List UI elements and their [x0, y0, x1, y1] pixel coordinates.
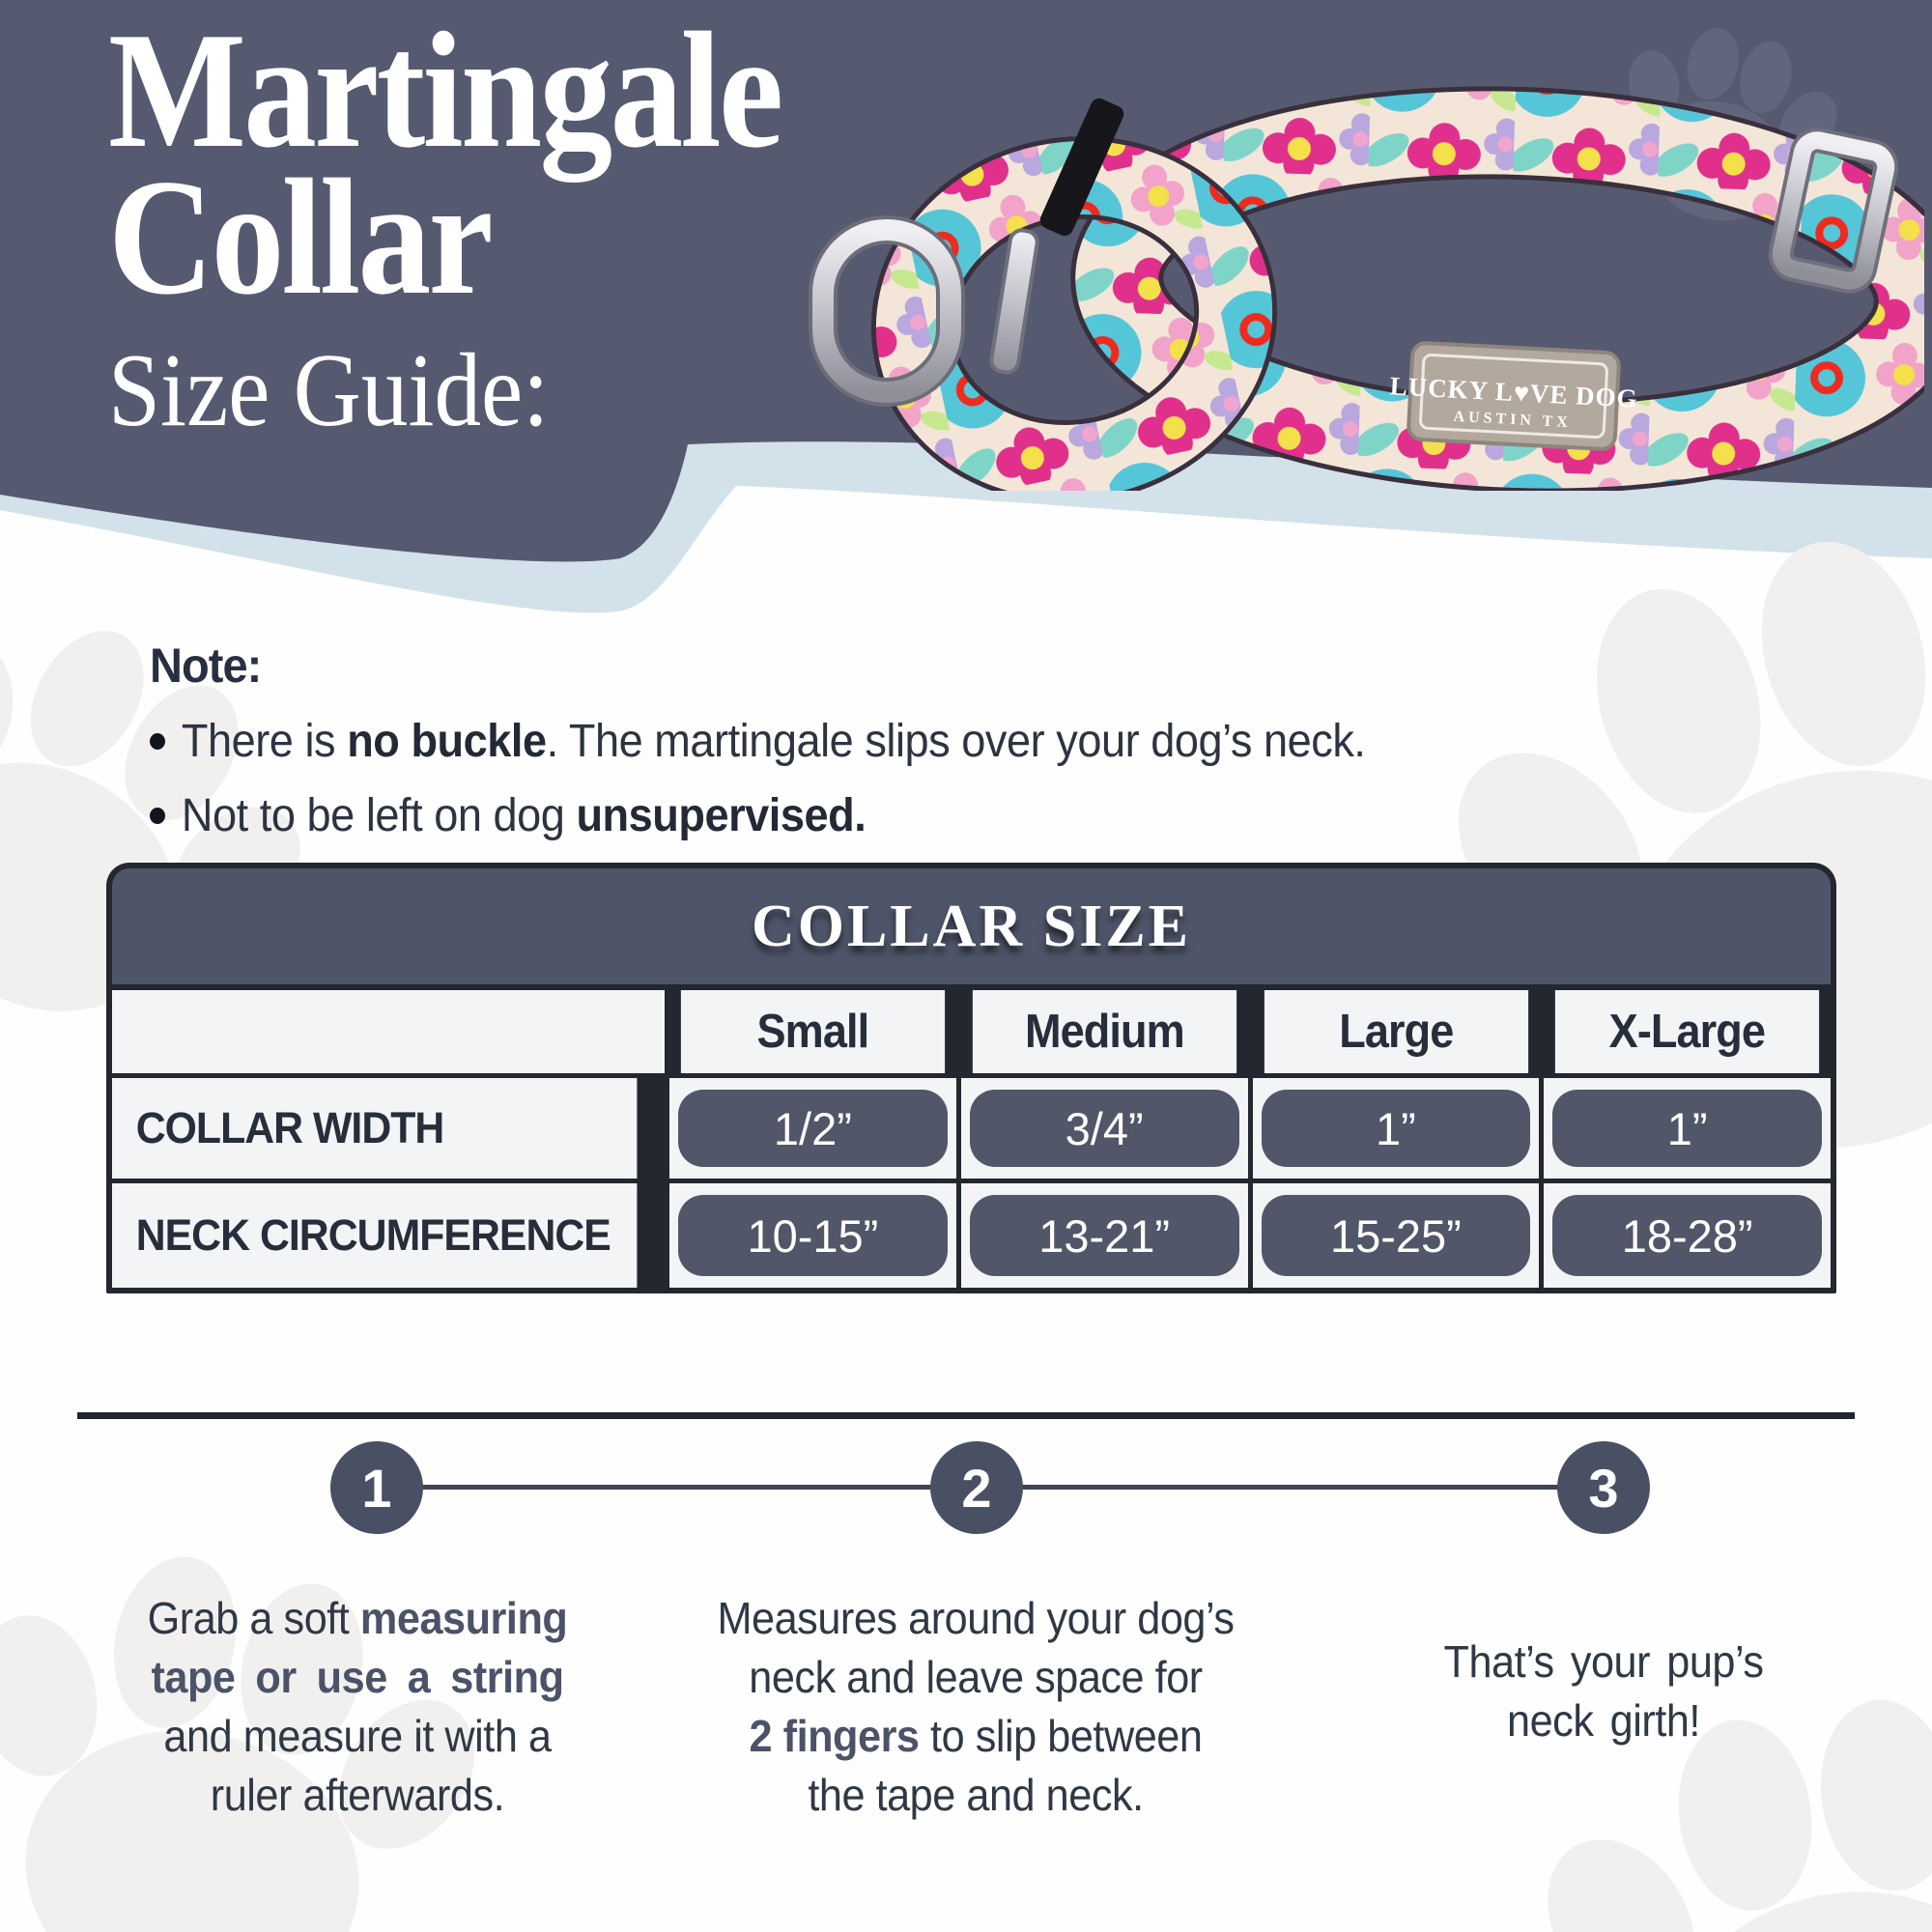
value-pill: 18-28”	[1552, 1195, 1822, 1276]
subtitle: Size Guide:	[108, 333, 550, 448]
table-grid	[112, 984, 1831, 1288]
value-pill: 13-21”	[970, 1195, 1239, 1276]
column-header-xlarge: X-Large	[1555, 990, 1819, 1073]
step-number: 2	[961, 1457, 992, 1519]
value-pill: 1/2”	[678, 1090, 948, 1167]
martingale-collar-photo	[784, 37, 1924, 491]
value-pill: 3/4”	[970, 1090, 1239, 1167]
step-number: 3	[1588, 1457, 1619, 1519]
table-cell	[961, 1183, 1248, 1288]
step-1-text: Grab a soft measuring tape or use a string and measure it with a ruler afterwards.	[147, 1593, 568, 1820]
step-number: 1	[361, 1457, 392, 1519]
table-cell	[669, 1078, 956, 1179]
step-2-text: Measures around your dog’s neck and leave space for 2 fingers to slip between the tape and neck.	[717, 1593, 1235, 1820]
column-header-small: Small	[681, 990, 945, 1073]
table-cell	[1544, 1183, 1831, 1288]
tag-city-text: AUSTIN TX	[1453, 408, 1573, 432]
value-pill: 10-15”	[678, 1195, 948, 1276]
step-3-text: That’s your pup’s neck girth!	[1443, 1636, 1764, 1746]
note-bullet-text: There is no buckle. The martingale slips over your dog’s neck.	[181, 716, 1366, 767]
page-title	[108, 0, 873, 448]
title-line-2: Collar	[108, 146, 492, 329]
table-cell	[1253, 1078, 1540, 1179]
table-cell	[961, 1078, 1248, 1179]
row-label-collar-width: COLLAR WIDTH	[112, 1078, 637, 1179]
value-pill: 1”	[1552, 1090, 1822, 1167]
table-title: COLLAR SIZE	[112, 868, 1831, 984]
note-bullet	[150, 715, 1365, 768]
note-section	[150, 638, 1365, 842]
row-label-neck-circumference: NECK CIRCUMFERENCE	[112, 1183, 637, 1288]
column-header-medium: Medium	[973, 990, 1236, 1073]
note-bullet-text: Not to be left on dog unsupervised.	[181, 790, 867, 841]
note-bullet	[150, 789, 1365, 842]
value-pill: 1”	[1262, 1090, 1531, 1167]
collar-size-table	[106, 863, 1836, 1293]
bullet-dot-icon	[150, 808, 165, 824]
note-label: Note:	[150, 639, 262, 693]
tag-brand-text: LUCKY L♥VE DOG	[1389, 371, 1639, 413]
collar-brand-tag	[1387, 341, 1640, 450]
table-cell	[1253, 1183, 1540, 1288]
value-pill: 15-25”	[1262, 1195, 1531, 1276]
collar-slide-bar	[990, 229, 1039, 375]
step-2-badge	[930, 1441, 1023, 1534]
section-divider	[77, 1412, 1855, 1419]
title-line-1: Martingale	[108, 0, 781, 183]
step-3-badge	[1557, 1441, 1650, 1534]
bullet-dot-icon	[150, 733, 165, 750]
table-cell	[1544, 1078, 1831, 1179]
table-cell	[669, 1183, 956, 1288]
step-1-badge	[330, 1441, 423, 1534]
column-header-large: Large	[1264, 990, 1527, 1073]
table-corner-cell	[112, 990, 665, 1073]
